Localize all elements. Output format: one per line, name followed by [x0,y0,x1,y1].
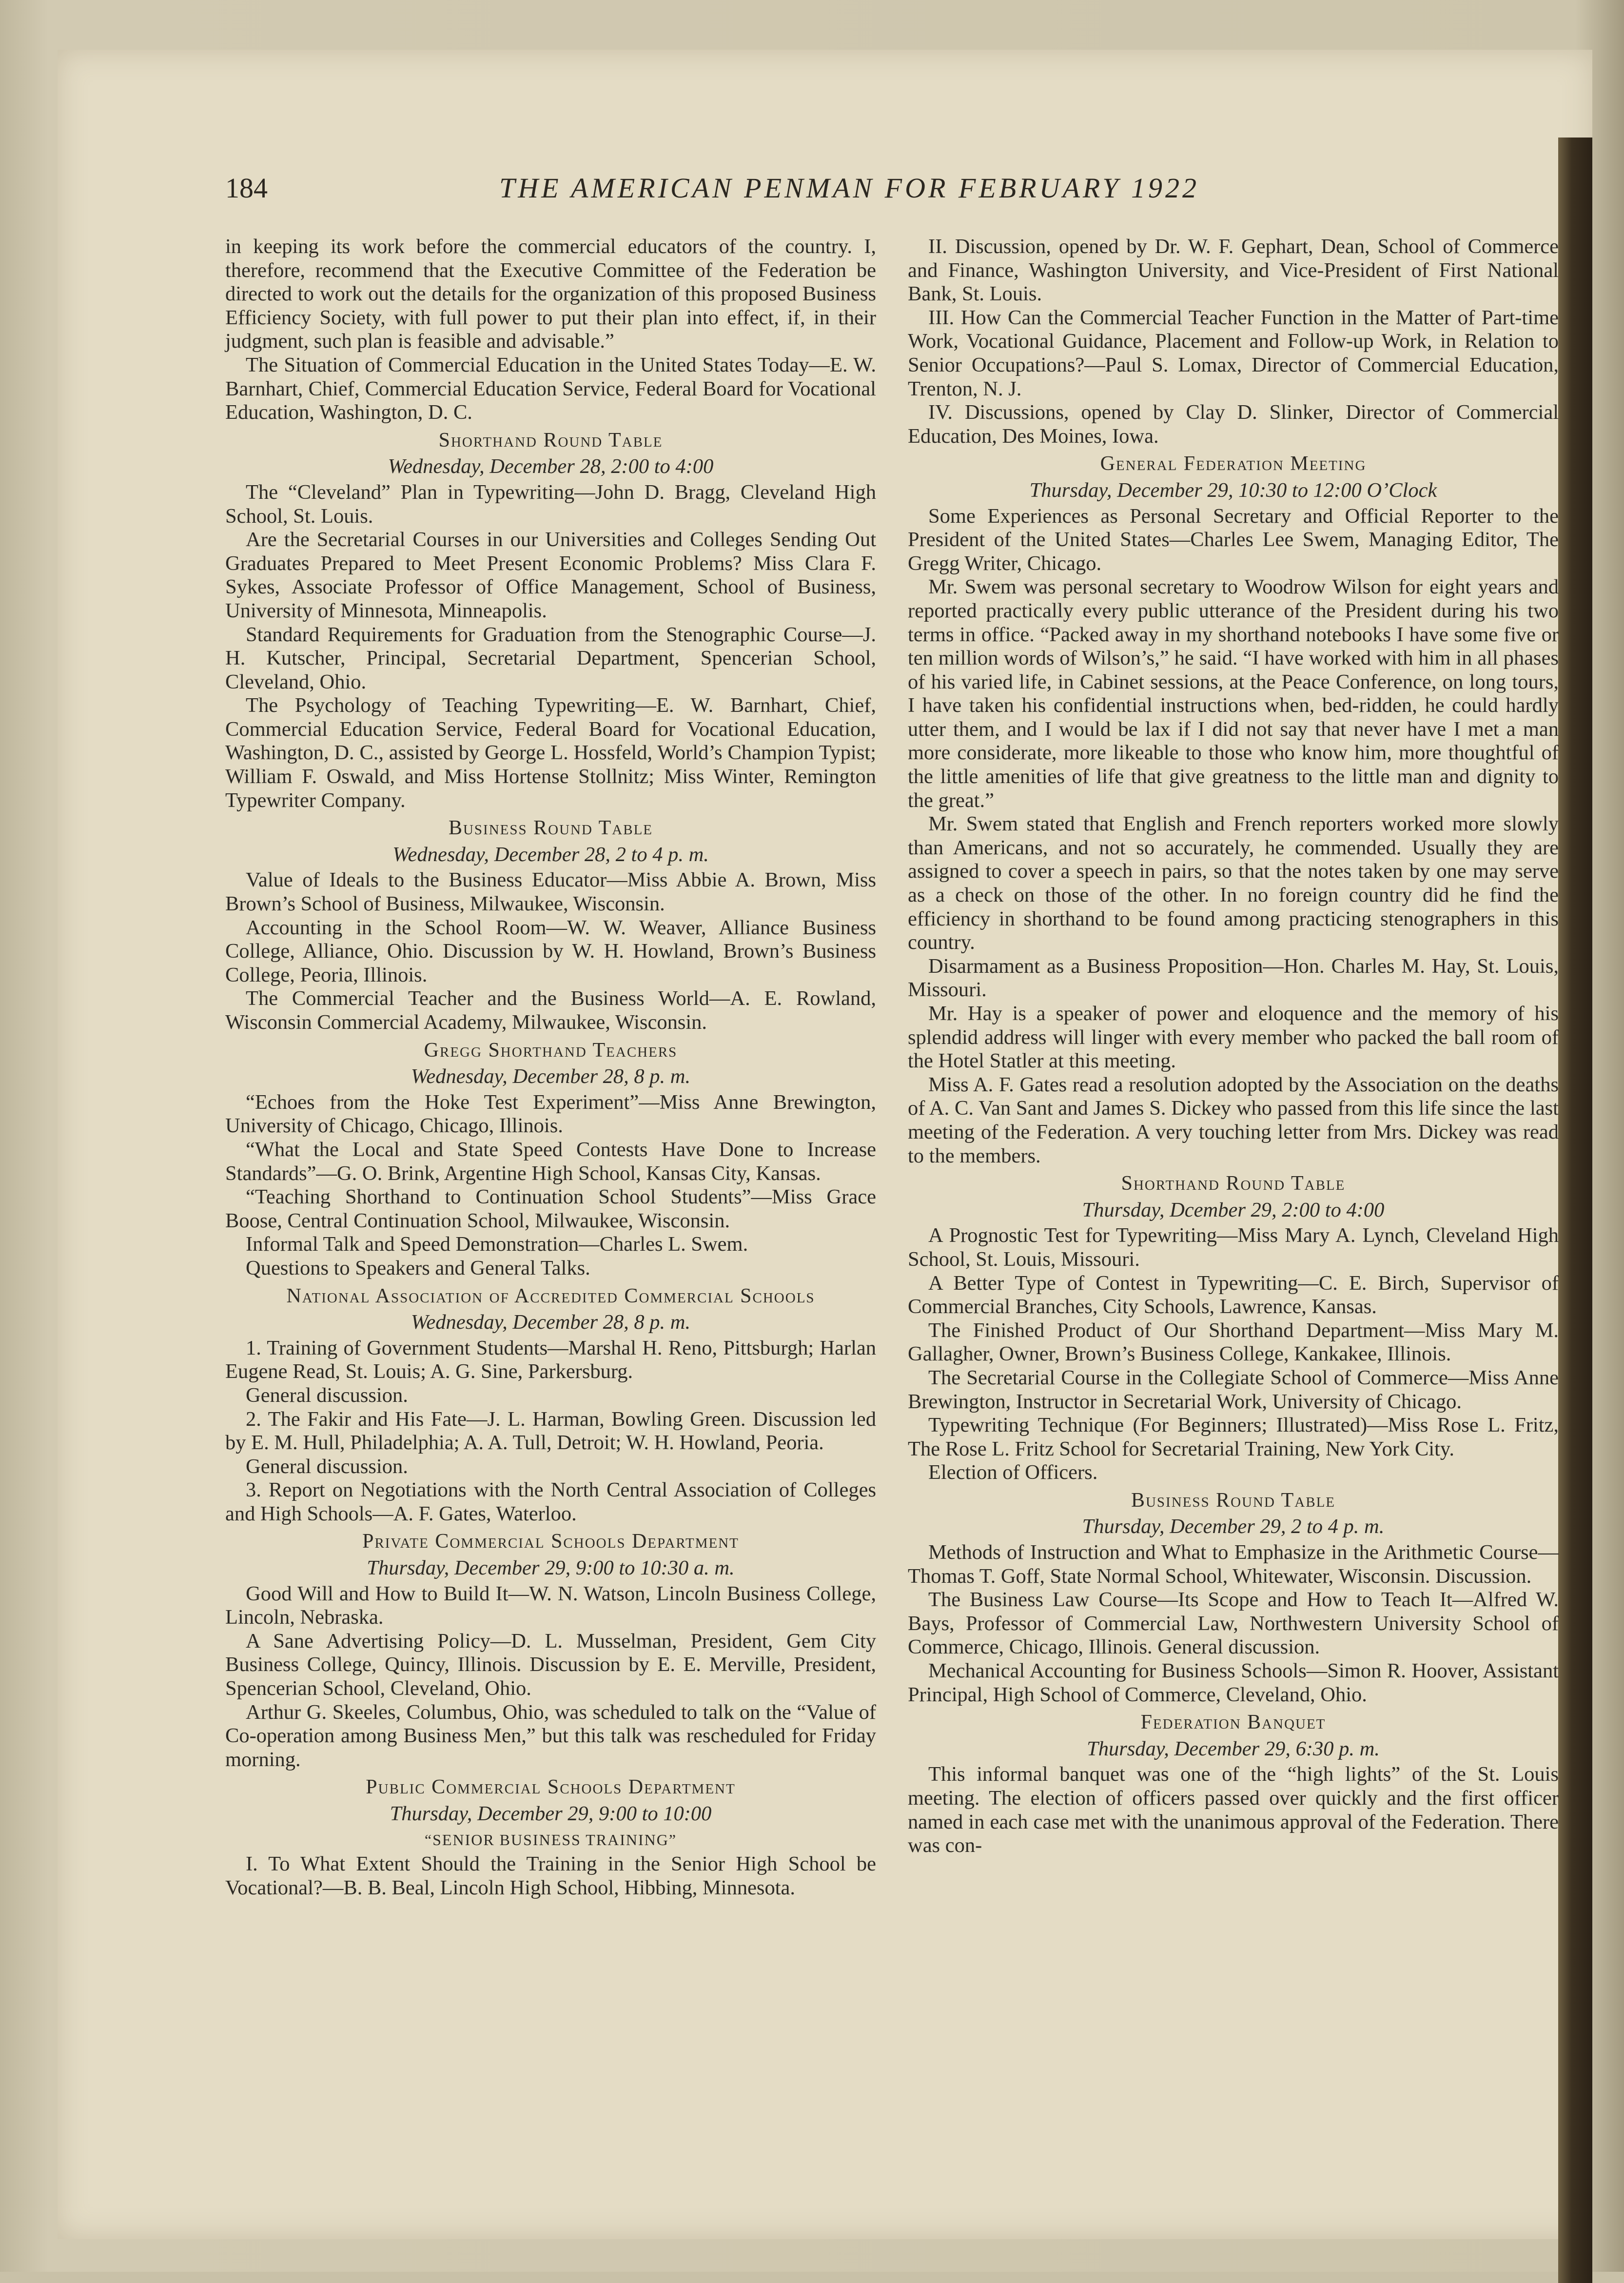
paragraph: Some Experiences as Personal Secretary and Official Reporter to the President of the United States—Charles Lee Swem, Managing Editor, The Gregg Writer, Chicago. [908,504,1559,575]
session-time: Wednesday, December 28, 8 p. m. [411,1311,691,1334]
paragraph: Questions to Speakers and General Talks. [246,1256,590,1279]
section-heading: General Federation Meeting [1100,453,1367,475]
session-time: Thursday, December 29, 6:30 p. m. [1087,1737,1380,1760]
paragraph: A Prognostic Test for Typewriting—Miss Mary A. Lynch, Cleveland High School, St. Louis, Missouri. [908,1224,1559,1271]
page-number: 184 [225,172,268,204]
paragraph: This informal banquet was one of the “high lights” of the St. Louis meeting. The election of officers passed over quickly and the first officer named in each case met with the unanimous approval of the Federation. There was con- [908,1763,1559,1857]
paragraph: Accounting in the School Room—W. W. Weaver, Alliance Business College, Alliance, Ohio. Discussion by W. H. Howland, Brown’s Business College, Peoria, Illinois. [225,916,876,986]
paragraph: The Finished Product of Our Shorthand Department—Miss Mary M. Gallagher, Owner, Brown’s Business College, Kankakee, Illinois. [908,1319,1559,1366]
paragraph: Methods of Instruction and What to Emphasize in the Arithmetic Course—Thomas T. Goff, State Normal School, Whitewater, Wisconsin. Discussion. [908,1541,1559,1588]
paragraph: 1. Training of Government Students—Marshal H. Reno, Pittsburgh; Harlan Eugene Read, St. Louis; A. G. Sine, Parkersburg. [225,1336,876,1383]
paragraph: IV. Discussions, opened by Clay D. Slinker, Director of Commercial Education, Des Moines, Iowa. [908,401,1559,448]
session-time: Thursday, December 29, 9:00 to 10:30 a. m. [367,1556,735,1580]
session-time: Wednesday, December 28, 2:00 to 4:00 [388,455,714,478]
session-time: Thursday, December 29, 2 to 4 p. m. [1082,1515,1385,1538]
running-title: THE AMERICAN PENMAN FOR FEBRUARY 1922 [499,172,1200,204]
paragraph: Standard Requirements for Graduation from the Stenographic Course—J. H. Kutscher, Principal, Secretarial Department, Spencerian School, Cleveland, Ohio. [225,623,876,693]
paragraph: Election of Officers. [928,1461,1098,1484]
section-heading: Business Round Table [448,817,653,840]
section-heading: Shorthand Round Table [1121,1172,1346,1195]
paragraph: Value of Ideals to the Business Educator—Miss Abbie A. Brown, Miss Brown’s School of Business, Milwaukee, Wisconsin. [225,868,876,916]
right-column [908,235,1559,1858]
section-heading: National Association of Accredited Commercial Schools [286,1284,815,1307]
paragraph: Arthur G. Skeeles, Columbus, Ohio, was scheduled to talk on the “Value of Co-operation among Business Men,” but this talk was rescheduled for Friday morning. [225,1700,876,1771]
page-header [225,172,1473,211]
sub-heading: “SENIOR BUSINESS TRAINING” [424,1830,677,1849]
paragraph: “Teaching Shorthand to Continuation School Students”—Miss Grace Boose, Central Continuation School, Milwaukee, Wisconsin. [225,1185,876,1232]
section-heading: Private Commercial Schools Department [362,1530,739,1553]
left-column [225,235,876,1900]
section-heading: Business Round Table [1131,1489,1336,1512]
paragraph: A Sane Advertising Policy—D. L. Musselman, President, Gem City Business College, Quincy, Illinois. Discussion by E. E. Merville, President, Spencerian School, Cleveland, Ohio. [225,1629,876,1700]
section-heading: Gregg Shorthand Teachers [424,1039,678,1062]
paragraph: “What the Local and State Speed Contests Have Done to Increase Standards”—G. O. Brink, Argentine High School, Kansas City, Kansas. [225,1138,876,1185]
session-time: Wednesday, December 28, 2 to 4 p. m. [392,843,709,866]
section-heading: Federation Banquet [1140,1711,1326,1734]
paragraph: General discussion. [246,1455,408,1478]
paragraph: II. Discussion, opened by Dr. W. F. Gephart, Dean, School of Commerce and Finance, Washington University, and Vice-President of First National Bank, St. Louis. [908,235,1559,306]
paragraph: A Better Type of Contest in Typewriting—C. E. Birch, Supervisor of Commercial Branches, City Schools, Lawrence, Kansas. [908,1271,1559,1319]
paragraph: III. How Can the Commercial Teacher Function in the Matter of Part-time Work, Vocational Guidance, Placement and Follow-up Work, in Relation to Senior Occupations?—Paul S. Lomax, Director of Commercial Education, Trenton, N. J. [908,306,1559,400]
paragraph: Mr. Hay is a speaker of power and eloquence and the memory of his splendid address will linger with every member who packed the ball room of the Hotel Statler at this meeting. [908,1002,1559,1073]
paragraph: General discussion. [246,1383,408,1407]
paragraph: The Business Law Course—Its Scope and How to Teach It—Alfred W. Bays, Professor of Commercial Law, Northwestern University School of Commerce, Chicago, Illinois. General discussion. [908,1588,1559,1659]
paragraph: The Secretarial Course in the Collegiate School of Commerce—Miss Anne Brewington, Instructor in Secretarial Work, University of Chicago. [908,1366,1559,1413]
book-binding-edge [1558,138,1592,2283]
paragraph: Mr. Swem was personal secretary to Woodrow Wilson for eight years and reported practically every public utterance of the President during his two terms in office. “Packed away in my shorthand notebooks I have some five or ten million words of Wilson’s,” he said. “I have worked with him in all phases of his varied life, in Cabinet sessions, at the Peace Conference, on long tours, I have taken his confidential instructions when, bed-ridden, he could hardly utter them, and I would be lax if I did not say that never have I met a man more considerate, more likeable to those who know him, more thoughtful of the little amenities of life that give greatness to the little man and dignity to the great.” [908,575,1559,812]
session-time: Wednesday, December 28, 8 p. m. [411,1065,691,1088]
paragraph: The Psychology of Teaching Typewriting—E. W. Barnhart, Chief, Commercial Education Service, Federal Board for Vocational Education, Washington, D. C., assisted by George L. Hossfeld, World’s Champion Typist; William F. Oswald, and Miss Hortense Stollnitz; Miss Winter, Remington Typewriter Company. [225,694,876,812]
paragraph: Miss A. F. Gates read a resolution adopted by the Association on the deaths of A. C. Van Sant and James S. Dickey who passed from this life since the last meeting of the Federation. A very touching letter from Mrs. Dickey was read to the members. [908,1073,1559,1167]
paragraph: “Echoes from the Hoke Test Experiment”—Miss Anne Brewington, University of Chicago, Chicago, Illinois. [225,1090,876,1138]
session-time: Thursday, Dcember 29, 2:00 to 4:00 [1082,1198,1385,1221]
paragraph: Disarmament as a Business Proposition—Hon. Charles M. Hay, St. Louis, Missouri. [908,954,1559,1002]
paragraph: 3. Report on Negotiations with the North Central Association of Colleges and High Schools—A. F. Gates, Waterloo. [225,1478,876,1525]
section-heading: Shorthand Round Table [438,429,663,452]
paragraph: Informal Talk and Speed Demonstration—Charles L. Swem. [246,1233,748,1256]
paragraph: The Commercial Teacher and the Business World—A. E. Rowland, Wisconsin Commercial Academy, Milwaukee, Wisconsin. [225,987,876,1034]
paragraph: Mr. Swem stated that English and French reporters worked more slowly than Americans, and not so accurately, he commended. Usually they are assigned to cover a speech in pairs, so that the notes taken by one may serve as a check on those of the other. In no foreign country did he find the efficiency in shorthand to be found among practicing stenographers in this country. [908,812,1559,954]
session-time: Thursday, December 29, 10:30 to 12:00 O’Clock [1029,478,1437,502]
paragraph: The Situation of Commercial Education in the United States Today—E. W. Barnhart, Chief, Commercial Education Service, Federal Board for Vocational Education, Washington, D. C. [225,353,876,424]
paragraph: Are the Secretarial Courses in our Universities and Colleges Sending Out Graduates Prepared to Meet Present Economic Problems? Miss Clara F. Sykes, Associate Professor of Office Management, School of Business, University of Minnesota, Minneapolis. [225,528,876,622]
paragraph: Typewriting Technique (For Beginners; Illustrated)—Miss Rose L. Fritz, The Rose L. Fritz School for Secretarial Training, New York City. [908,1414,1559,1460]
paragraph: in keeping its work before the commercial educators of the country. I, therefore, recommend that the Executive Committee of the Federation be directed to work out the details for the organization of this proposed Business Efficiency Society, with full power to put their plan into effect, if, in their judgment, such plan is feasible and advisable.” [225,235,876,353]
paragraph: 2. The Fakir and His Fate—J. L. Harman, Bowling Green. Discussion led by E. M. Hull, Philadelphia; A. A. Tull, Detroit; W. H. Howland, Peoria. [225,1407,876,1455]
session-time: Thursday, December 29, 9:00 to 10:00 [390,1802,712,1825]
paragraph: Mechanical Accounting for Business Schools—Simon R. Hoover, Assistant Principal, High School of Commerce, Cleveland, Ohio. [908,1659,1559,1706]
section-heading: Public Commercial Schools Department [366,1776,736,1799]
paragraph: I. To What Extent Should the Training in the Senior High School be Vocational?—B. B. Beal, Lincoln High School, Hibbing, Minnesota. [225,1852,876,1899]
paragraph: Good Will and How to Build It—W. N. Watson, Lincoln Business College, Lincoln, Nebraska. [225,1582,876,1629]
paragraph: The “Cleveland” Plan in Typewriting—John D. Bragg, Cleveland High School, St. Louis. [225,480,876,528]
